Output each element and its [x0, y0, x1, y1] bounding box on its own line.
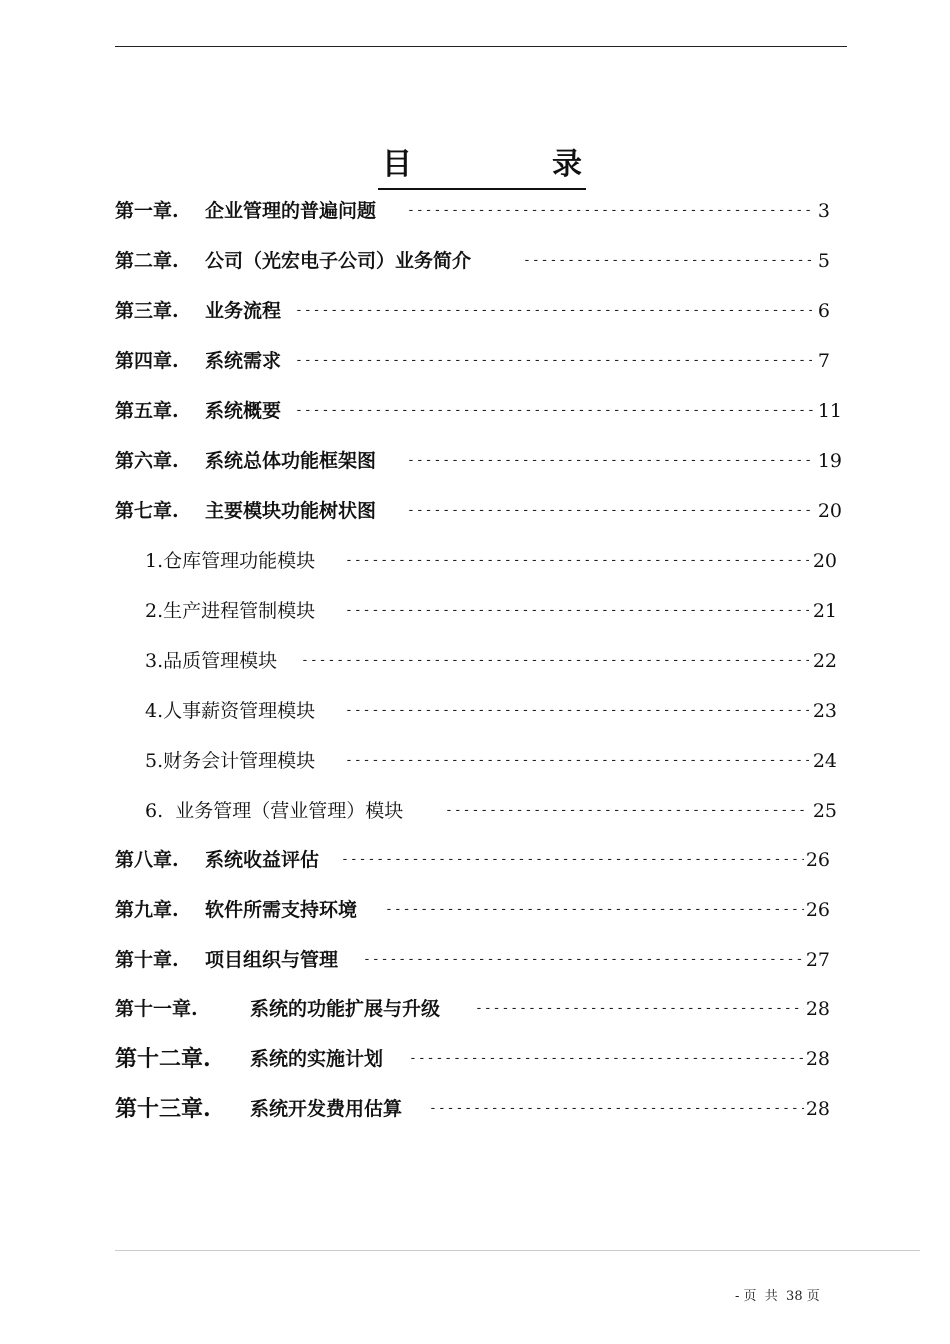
toc-entry-title: 1.仓库管理功能模块: [145, 550, 316, 572]
toc-entry-section-7-1[interactable]: [145, 546, 837, 576]
toc-chapter-number: 第十二章.: [115, 1046, 211, 1072]
toc-dot-leader: [295, 396, 814, 426]
toc-dot-leader: [345, 546, 809, 576]
toc-chapter-number: 第九章.: [115, 899, 179, 921]
toc-entry-title: 3.品质管理模块: [145, 650, 278, 672]
toc-entry-chapter-7[interactable]: [115, 496, 842, 526]
toc-chapter-number: 第一章.: [115, 200, 179, 222]
page-footer: - 页 共 38 页: [735, 1289, 820, 1304]
toc-entry-title: 2.生产进程管制模块: [145, 600, 316, 622]
toc-dot-leader: [475, 994, 804, 1024]
toc-entry-chapter-9[interactable]: [115, 895, 830, 925]
toc-dot-leader: [445, 796, 809, 826]
toc-page-number: 25: [812, 800, 837, 822]
toc-chapter-number: 第五章.: [115, 400, 179, 422]
toc-entry-title: 5.财务会计管理模块: [145, 750, 316, 772]
toc-dot-leader: [301, 646, 809, 676]
toc-page-number: 23: [812, 700, 837, 722]
toc-page-number: 22: [812, 650, 837, 672]
toc-entry-title: 业务流程: [205, 300, 282, 322]
toc-entry-title: 4.人事薪资管理模块: [145, 700, 316, 722]
toc-entry-title: 系统收益评估: [205, 849, 320, 871]
toc-chapter-number: 第三章.: [115, 300, 179, 322]
toc-entry-chapter-8[interactable]: [115, 845, 830, 875]
toc-entry-chapter-2[interactable]: [115, 246, 830, 276]
toc-entry-chapter-10[interactable]: [115, 945, 830, 975]
footer-rule: [115, 1250, 920, 1251]
toc-page-number: 28: [805, 1098, 830, 1120]
toc-entry-chapter-13[interactable]: [115, 1094, 830, 1124]
toc-page-number: 24: [812, 750, 837, 772]
toc-entry-chapter-1[interactable]: [115, 196, 830, 226]
toc-entry-title: 系统开发费用估算: [250, 1098, 403, 1120]
toc-entry-title: 系统需求: [205, 350, 282, 372]
toc-dot-leader: [409, 1044, 804, 1074]
toc-entry-section-7-4[interactable]: [145, 696, 837, 726]
toc-dot-leader: [523, 246, 812, 276]
toc-page-number: 20: [817, 500, 842, 522]
toc-chapter-number: 第七章.: [115, 500, 179, 522]
toc-page-number: 5: [817, 250, 830, 272]
toc-entry-title: 6. 业务管理（营业管理）模块: [145, 800, 404, 822]
toc-page-number: 26: [805, 849, 830, 871]
toc-entry-chapter-6[interactable]: [115, 446, 842, 476]
toc-dot-leader: [385, 895, 804, 925]
toc-page-number: 6: [817, 300, 830, 322]
toc-entry-chapter-12[interactable]: [115, 1044, 830, 1074]
toc-dot-leader: [295, 296, 812, 326]
toc-page-number: 19: [817, 450, 842, 472]
toc-entry-title: 系统的功能扩展与升级: [250, 998, 441, 1020]
toc-entry-chapter-5[interactable]: [115, 396, 842, 426]
toc-entry-section-7-6[interactable]: [145, 796, 837, 826]
toc-chapter-number: 第八章.: [115, 849, 179, 871]
toc-entry-section-7-2[interactable]: [145, 596, 837, 626]
toc-entry-section-7-3[interactable]: [145, 646, 837, 676]
toc-entry-title: 系统的实施计划: [250, 1048, 384, 1070]
toc-entry-title: 项目组织与管理: [205, 949, 339, 971]
toc-entry-title: 系统总体功能框架图: [205, 450, 377, 472]
toc-dot-leader: [345, 596, 809, 626]
toc-chapter-number: 第十一章.: [115, 998, 198, 1020]
toc-dot-leader: [429, 1094, 804, 1124]
toc-dot-leader: [345, 696, 809, 726]
toc-dot-leader: [407, 446, 814, 476]
toc-page-number: 7: [817, 350, 830, 372]
toc-page-number: 3: [817, 200, 830, 222]
toc-entry-chapter-3[interactable]: [115, 296, 830, 326]
toc-dot-leader: [345, 746, 809, 776]
toc-page-number: 20: [812, 550, 837, 572]
toc-entry-section-7-5[interactable]: [145, 746, 837, 776]
toc-chapter-number: 第六章.: [115, 450, 179, 472]
toc-entry-title: 企业管理的普遍问题: [205, 200, 377, 222]
toc-page-number: 26: [805, 899, 830, 921]
toc-entry-title: 公司（光宏电子公司）业务简介: [205, 250, 472, 272]
toc-chapter-number: 第四章.: [115, 350, 179, 372]
toc-chapter-number: 第二章.: [115, 250, 179, 272]
toc-title-char-1: 目: [382, 147, 412, 182]
toc-entry-title: 主要模块功能树状图: [205, 500, 377, 522]
toc-page-number: 11: [817, 400, 842, 422]
toc-page-number: 27: [805, 949, 830, 971]
toc-dot-leader: [341, 845, 804, 875]
toc-page-number: 28: [805, 998, 830, 1020]
toc-dot-leader: [363, 945, 804, 975]
toc-chapter-number: 第十三章.: [115, 1096, 211, 1122]
toc-chapter-number: 第十章.: [115, 949, 179, 971]
toc-page-number: 21: [812, 600, 837, 622]
toc-dot-leader: [407, 196, 812, 226]
toc-page-number: 28: [805, 1048, 830, 1070]
toc-dot-leader: [407, 496, 814, 526]
toc-entry-chapter-11[interactable]: [115, 994, 830, 1024]
toc-entry-title: 系统概要: [205, 400, 282, 422]
toc-entry-chapter-4[interactable]: [115, 346, 830, 376]
toc-dot-leader: [295, 346, 812, 376]
toc-title-char-2: 录: [552, 147, 582, 182]
toc-entry-title: 软件所需支持环境: [205, 899, 358, 921]
